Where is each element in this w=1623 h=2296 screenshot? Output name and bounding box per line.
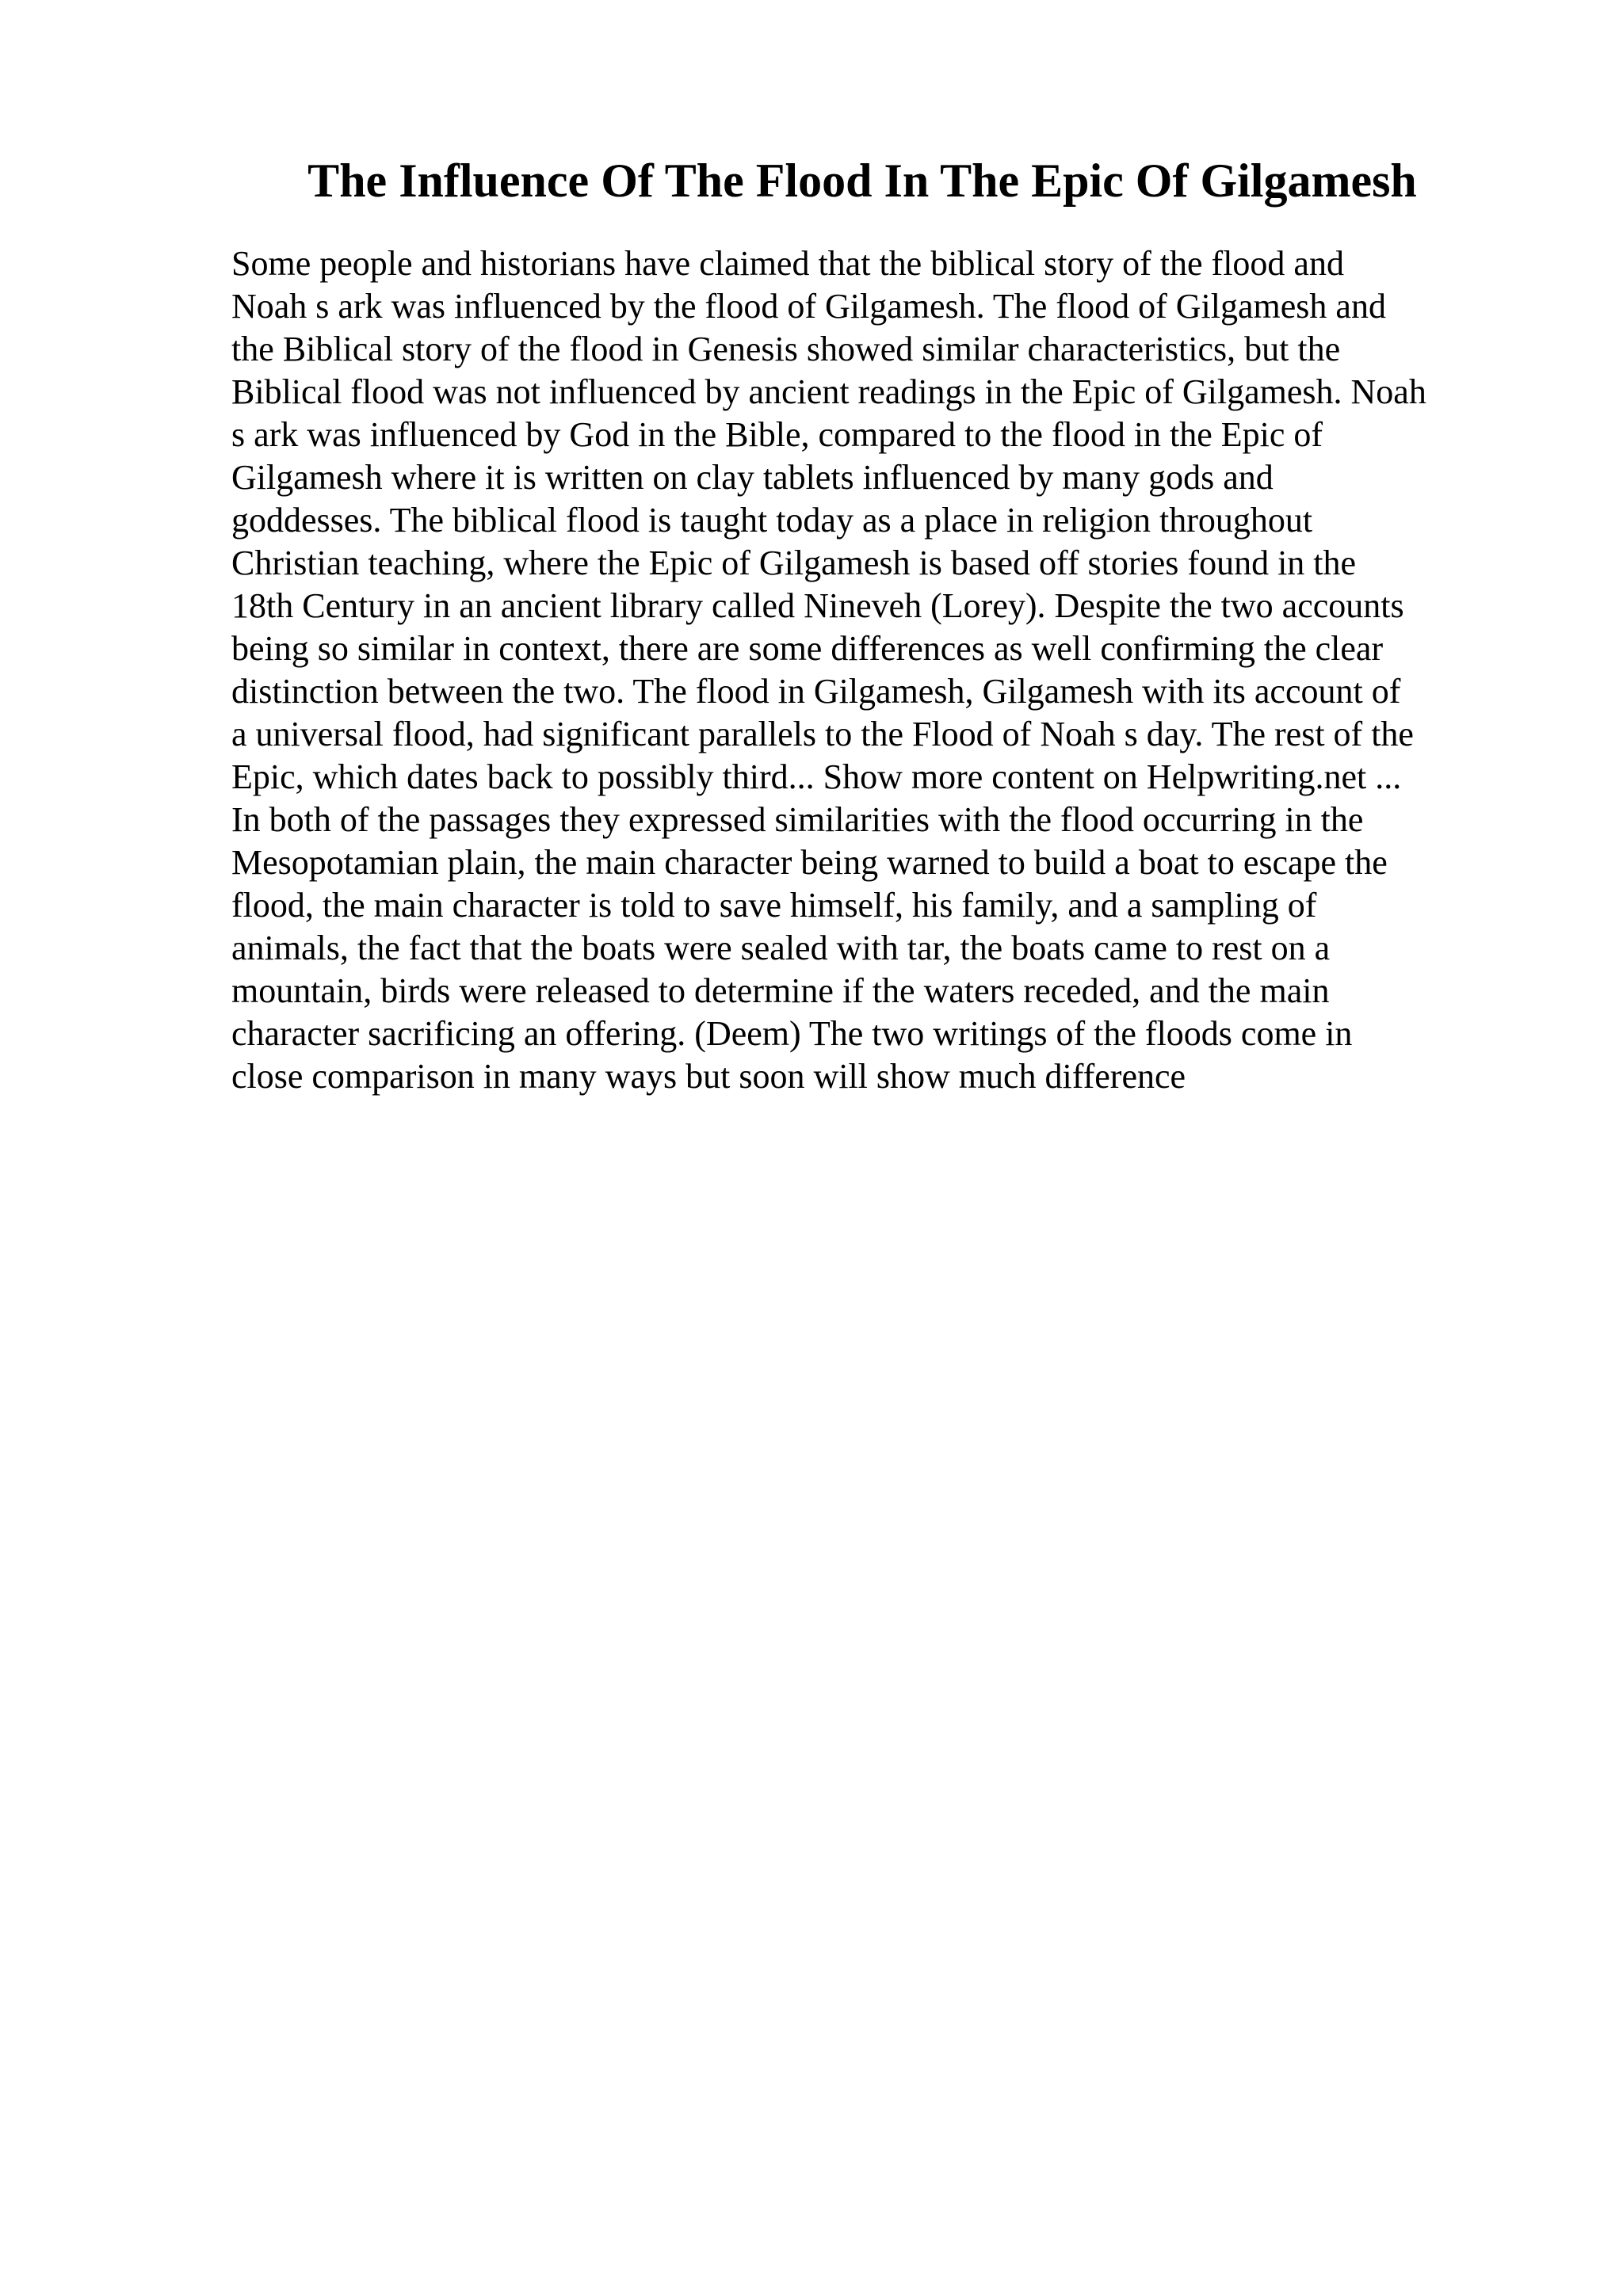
body-line: being so similar in context, there are some differences as well confirming the clear <box>231 629 1384 668</box>
body-line: s ark was influenced by God in the Bible, compared to the flood in the Epic of <box>231 415 1323 454</box>
body-line: Epic, which dates back to possibly third... Show more content on Helpwriting.net ... <box>231 757 1402 796</box>
body-line: the Biblical story of the flood in Genesis showed similar characteristics, but the <box>231 330 1341 368</box>
body-line: Noah s ark was influenced by the flood of Gilgamesh. The flood of Gilgamesh and <box>231 287 1386 326</box>
body-line: Some people and historians have claimed that the biblical story of the flood and <box>231 244 1344 283</box>
body-line: goddesses. The biblical flood is taught today as a place in religion throughout <box>231 501 1313 540</box>
body-line: In both of the passages they expressed similarities with the flood occurring in the <box>231 800 1364 839</box>
body-line: Gilgamesh where it is written on clay tablets influenced by many gods and <box>231 458 1274 497</box>
document-body <box>231 242 1515 1098</box>
body-line: flood, the main character is told to save himself, his family, and a sampling of <box>231 886 1317 925</box>
body-line: character sacrificing an offering. (Deem) The two writings of the floods come in <box>231 1014 1353 1053</box>
body-line: Mesopotamian plain, the main character being warned to build a boat to escape the <box>231 843 1388 882</box>
body-line: animals, the fact that the boats were sealed with tar, the boats came to rest on a <box>231 929 1331 967</box>
body-line: close comparison in many ways but soon will show much difference <box>231 1057 1186 1096</box>
body-line: mountain, birds were released to determine if the waters receded, and the main <box>231 971 1330 1010</box>
body-line: a universal flood, had significant parallels to the Flood of Noah s day. The rest of the <box>231 715 1414 753</box>
body-line: Biblical flood was not influenced by ancient readings in the Epic of Gilgamesh. Noah <box>231 372 1426 411</box>
body-line: Christian teaching, where the Epic of Gilgamesh is based off stories found in the <box>231 543 1357 582</box>
document-title: The Influence Of The Flood In The Epic Of Gilgamesh <box>307 154 1417 207</box>
body-line: distinction between the two. The flood in Gilgamesh, Gilgamesh with its account of <box>231 672 1401 711</box>
body-line: 18th Century in an ancient library called Nineveh (Lorey). Despite the two accounts <box>231 586 1404 625</box>
